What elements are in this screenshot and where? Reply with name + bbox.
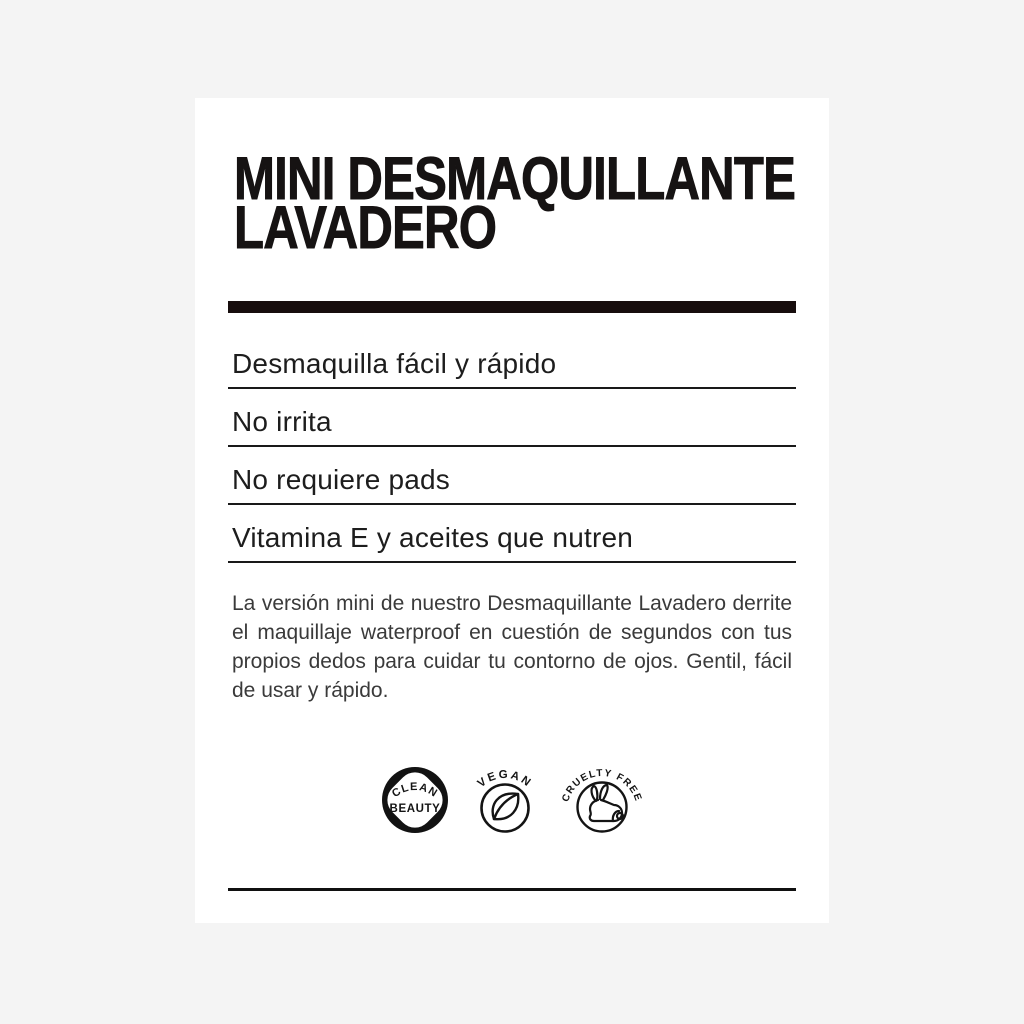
title-line-2: LAVADERO [234,194,497,261]
svg-text:VEGAN [476,769,535,790]
thick-divider-bar [228,301,796,313]
badge-row [228,757,796,835]
feature-list [228,349,796,563]
clean-beauty-label-bottom: BEAUTY [389,803,441,815]
product-title [234,145,796,261]
rabbit-icon [590,785,623,821]
feature-item: No requiere pads [228,465,796,505]
bottom-divider-line [228,888,796,891]
clean-beauty-label-top: CLEAN [390,780,440,801]
product-label-card [195,98,829,923]
cruelty-free-label: CRUELTY FREE [560,767,644,804]
feature-item: Desmaquilla fácil y rápido [228,349,796,389]
product-description: La versión mini de nuestro Desmaquillante Lavadero derrite el maquillaje waterproof en cuestión de segundos con tus propios dedos para cuidar tu contorno de ojos. Gentil, fácil de usar y rápido. [232,592,792,702]
clean-beauty-badge-icon [380,765,450,835]
feature-item: Vitamina E y aceites que nutren [228,523,796,563]
cruelty-free-badge-icon [560,757,644,835]
vegan-badge-icon [466,761,544,835]
svg-text:CRUELTY FREE [560,768,643,804]
feature-item: No irrita [228,407,796,447]
leaf-icon [493,794,519,820]
title-line-1: MINI DESMAQUILLANTE [234,145,796,212]
vegan-label: VEGAN [475,768,535,791]
